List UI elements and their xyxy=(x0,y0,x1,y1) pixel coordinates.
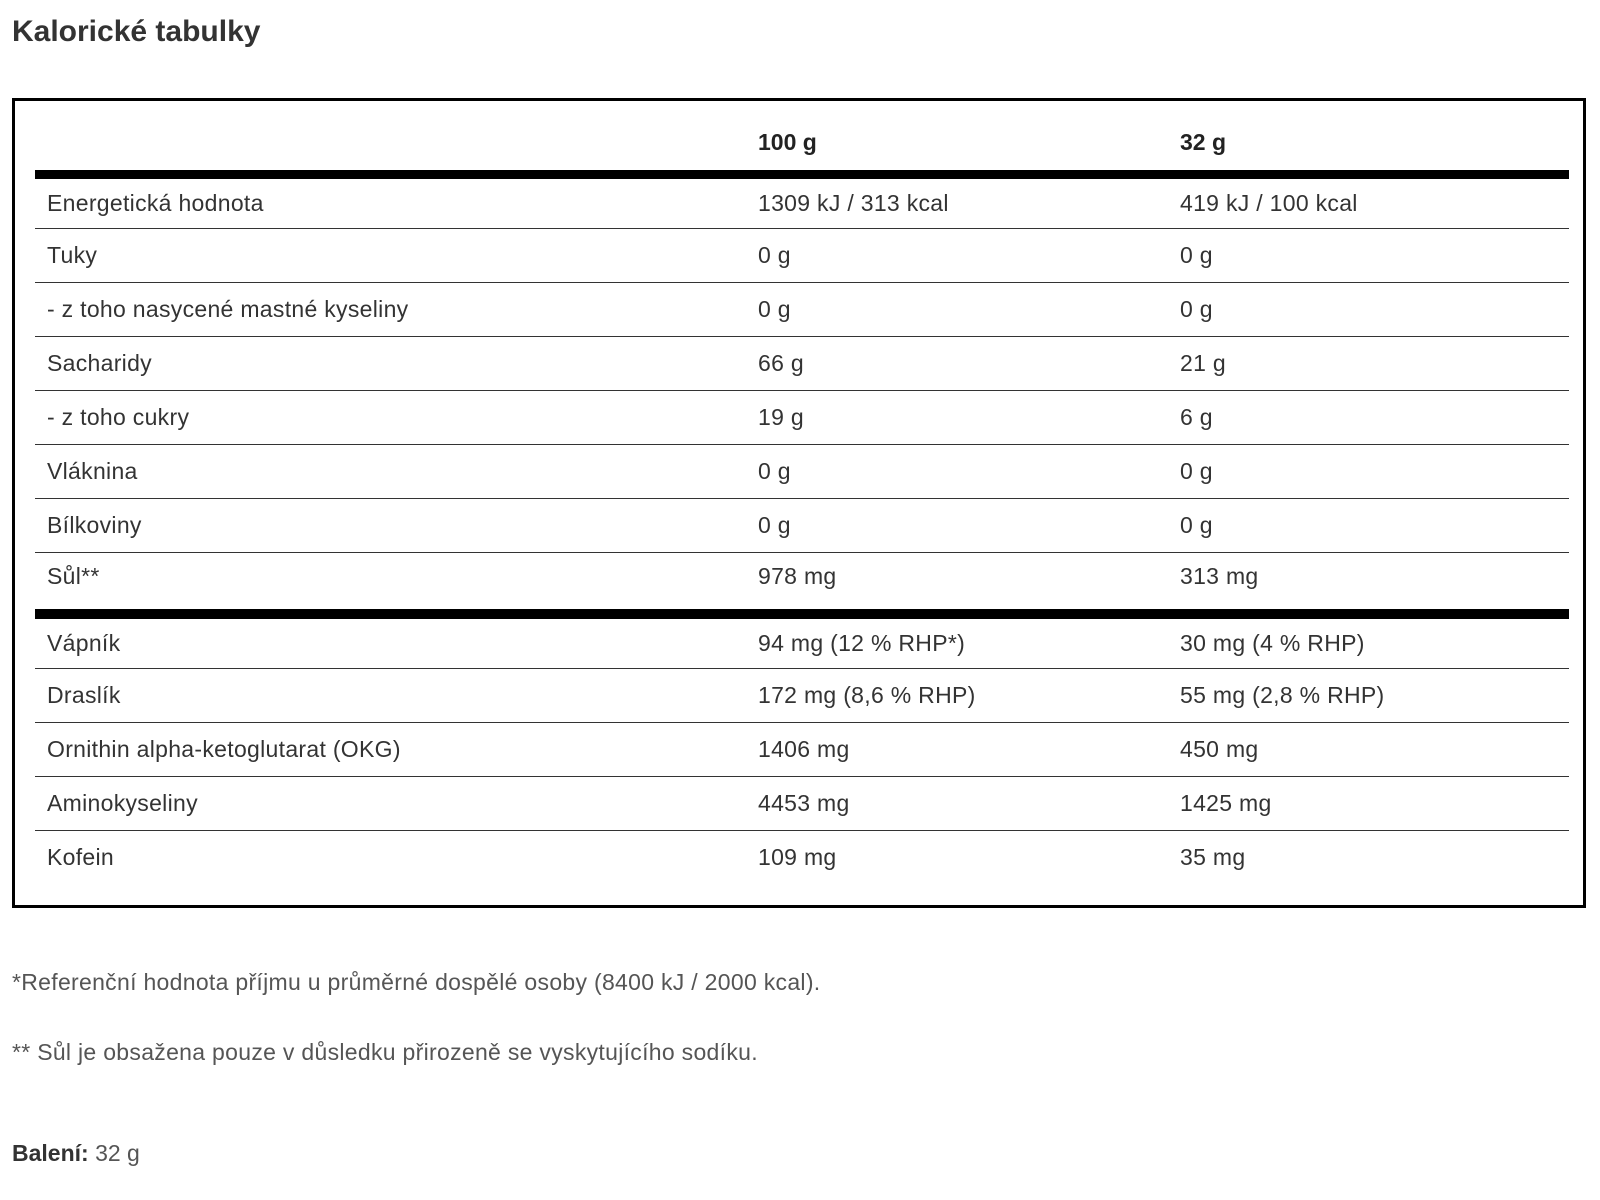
table-row xyxy=(35,174,1569,228)
nutrient-name: Vláknina xyxy=(35,444,746,498)
nutrient-name: Tuky xyxy=(35,228,746,282)
value-per-100g: 66 g xyxy=(746,336,1168,390)
value-per-serving: 21 g xyxy=(1168,336,1569,390)
value-per-serving: 0 g xyxy=(1168,228,1569,282)
nutrient-name: Aminokyseliny xyxy=(35,776,746,830)
header-per-serving: 32 g xyxy=(1168,101,1569,174)
value-per-100g: 0 g xyxy=(746,228,1168,282)
footnote-salt: ** Sůl je obsažena pouze v důsledku přirozeně se vyskytujícího sodíku. xyxy=(12,1039,758,1065)
table-row xyxy=(35,444,1569,498)
nutrition-table xyxy=(35,101,1569,884)
value-per-serving: 0 g xyxy=(1168,444,1569,498)
footnote-reference-intake: *Referenční hodnota příjmu u průměrné dospělé osoby (8400 kJ / 2000 kcal). xyxy=(12,969,821,995)
value-per-100g: 1406 mg xyxy=(746,722,1168,776)
table-header-row xyxy=(35,101,1569,174)
header-nutrient xyxy=(35,101,746,174)
table-row xyxy=(35,830,1569,884)
value-per-serving: 0 g xyxy=(1168,282,1569,336)
nutrient-name: - z toho cukry xyxy=(35,390,746,444)
page-title: Kalorické tabulky xyxy=(12,15,261,48)
value-per-serving: 6 g xyxy=(1168,390,1569,444)
value-per-100g: 0 g xyxy=(746,282,1168,336)
nutrient-name: Kofein xyxy=(47,843,115,870)
value-per-100g: 109 mg xyxy=(758,843,837,870)
value-per-100g: 0 g xyxy=(746,498,1168,552)
nutrient-name: Sůl** xyxy=(35,552,746,614)
packaging-info xyxy=(12,1138,140,1168)
nutrient-name: Bílkoviny xyxy=(35,498,746,552)
nutrition-table-frame xyxy=(12,98,1586,908)
value-per-100g: 0 g xyxy=(746,444,1168,498)
value-per-serving: 35 mg xyxy=(1180,843,1246,870)
table-row xyxy=(35,282,1569,336)
value-per-serving: 0 g xyxy=(1168,498,1569,552)
nutrient-name: Ornithin alpha-ketoglutarat (OKG) xyxy=(35,722,746,776)
nutrient-name: - z toho nasycené mastné kyseliny xyxy=(35,282,746,336)
table-row xyxy=(35,336,1569,390)
value-per-100g: 94 mg (12 % RHP*) xyxy=(746,614,1168,668)
table-row xyxy=(35,614,1569,668)
table-row xyxy=(35,668,1569,722)
table-row xyxy=(35,722,1569,776)
packaging-label: Balení: xyxy=(12,1140,89,1166)
packaging-value: 32 g xyxy=(88,1140,140,1166)
table-row xyxy=(35,498,1569,552)
table-row xyxy=(35,390,1569,444)
value-per-100g: 172 mg (8,6 % RHP) xyxy=(746,668,1168,722)
value-per-serving: 1425 mg xyxy=(1168,776,1569,830)
table-row xyxy=(35,776,1569,830)
table-row xyxy=(35,228,1569,282)
value-per-serving: 55 mg (2,8 % RHP) xyxy=(1168,668,1569,722)
value-per-serving: 419 kJ / 100 kcal xyxy=(1168,174,1569,228)
value-per-serving: 450 mg xyxy=(1168,722,1569,776)
nutrient-name: Sacharidy xyxy=(35,336,746,390)
nutrient-name: Draslík xyxy=(35,668,746,722)
value-per-serving: 30 mg (4 % RHP) xyxy=(1168,614,1569,668)
nutrient-name: Energetická hodnota xyxy=(35,174,746,228)
value-per-100g: 1309 kJ / 313 kcal xyxy=(746,174,1168,228)
value-per-100g: 978 mg xyxy=(746,552,1168,614)
value-per-100g: 4453 mg xyxy=(746,776,1168,830)
header-per-100g: 100 g xyxy=(746,101,1168,174)
value-per-100g: 19 g xyxy=(746,390,1168,444)
table-row xyxy=(35,552,1569,614)
nutrient-name: Vápník xyxy=(35,614,746,668)
value-per-serving: 313 mg xyxy=(1168,552,1569,614)
